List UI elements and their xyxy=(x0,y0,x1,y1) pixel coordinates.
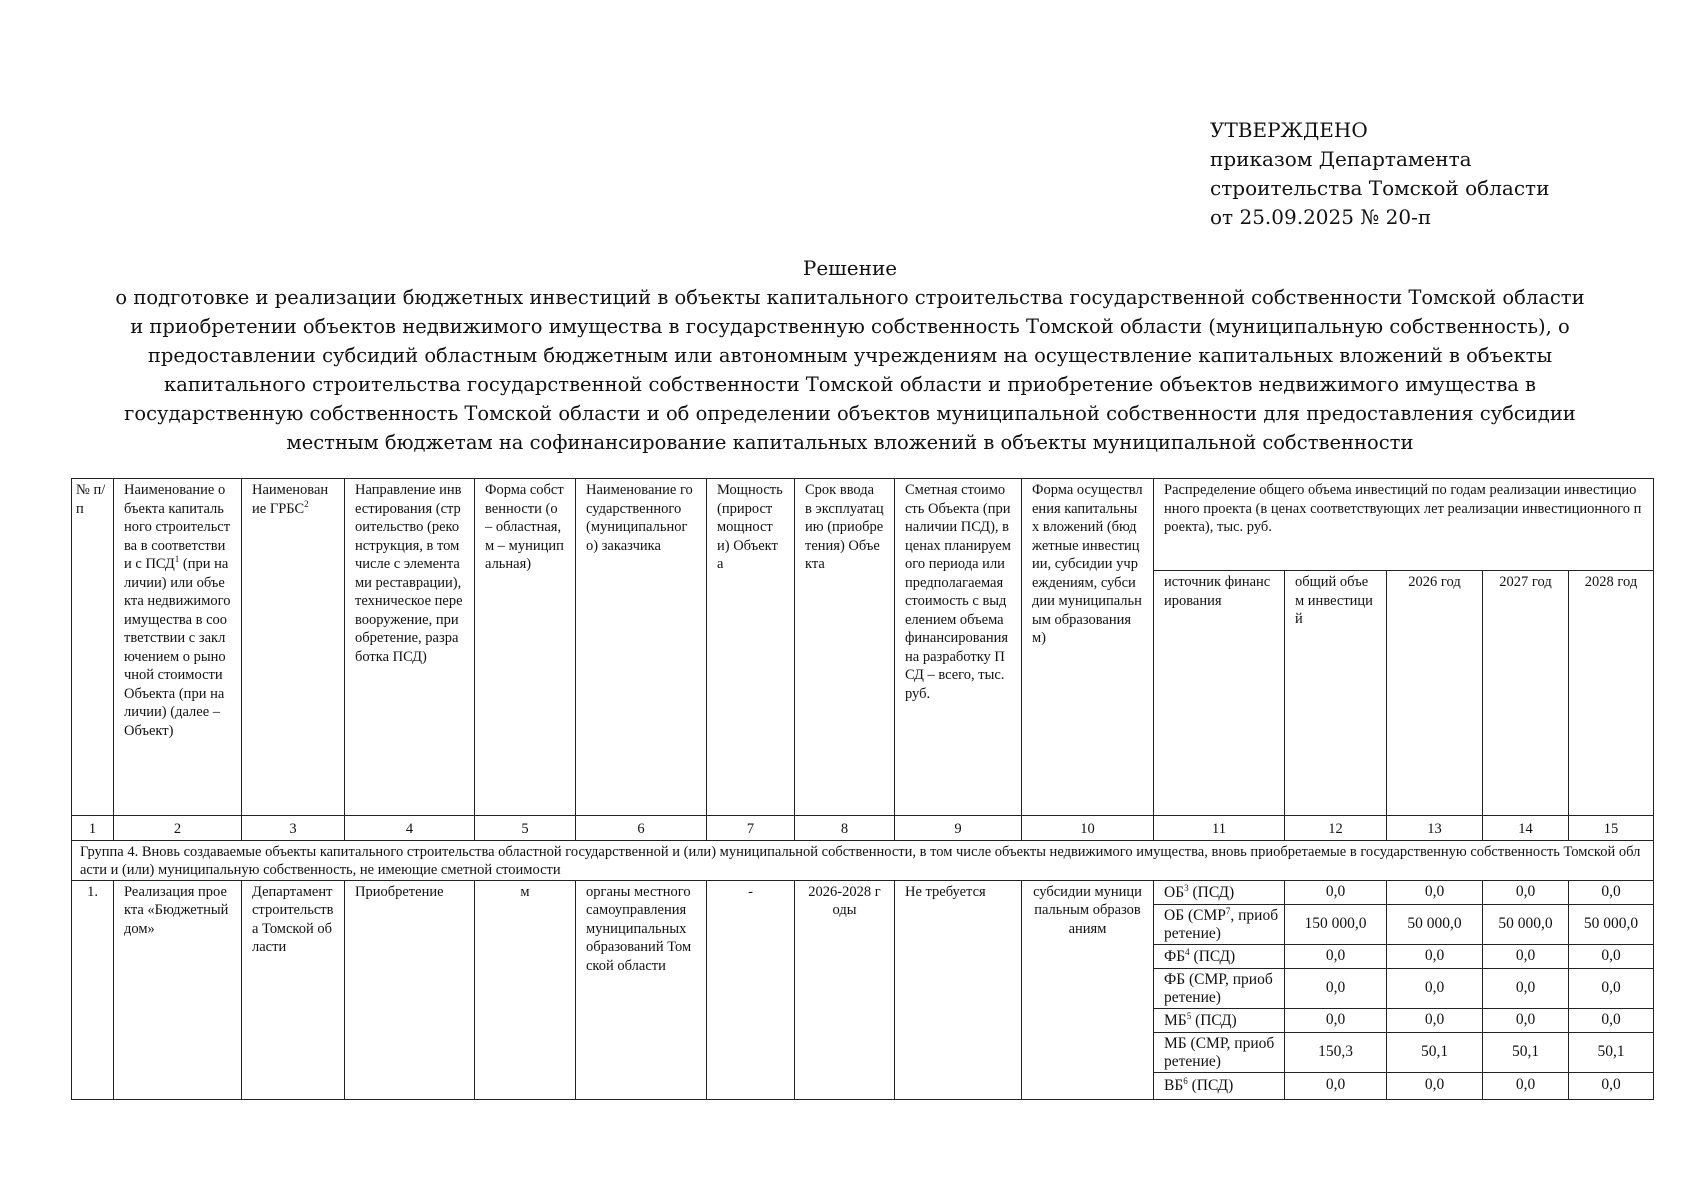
header-source: источник финансирования xyxy=(1154,571,1285,816)
column-number: 2 xyxy=(114,816,242,841)
funding-source: ОБ (СМР$^7$, приобретение) xyxy=(1154,904,1285,944)
column-number: 6 xyxy=(576,816,707,841)
funding-total: 0,0 xyxy=(1285,880,1387,904)
funding-total: 150 000,0 xyxy=(1285,904,1387,944)
heading-line: местным бюджетам на софинансирование капитальных вложений в объекты муниципальной собственности xyxy=(286,431,1414,454)
column-number: 15 xyxy=(1569,816,1654,841)
document-title: Решение xyxy=(802,256,898,280)
header-year-2028: 2028 год xyxy=(1569,571,1654,816)
object-form: субсидии муниципальным образованиям xyxy=(1022,880,1154,1099)
approval-line: строительства Томской области xyxy=(1210,176,1550,200)
header-ownership: Форма собственности (о – областная, м – муниципальная) xyxy=(475,479,576,816)
header-customer: Наименование государственного (муниципального) заказчика xyxy=(576,479,707,816)
column-number: 7 xyxy=(707,816,795,841)
funding-2026: 0,0 xyxy=(1387,880,1483,904)
heading-line: предоставлении субсидий областным бюджетным или автономным учреждениям на осуществление капитальных вложений в объекты xyxy=(147,344,1553,367)
funding-2026: 0,0 xyxy=(1387,1008,1483,1032)
funding-total: 0,0 xyxy=(1285,1072,1387,1099)
column-number: 1 xyxy=(72,816,114,841)
object-estimate: Не требуется xyxy=(895,880,1022,1099)
funding-2026: 50 000,0 xyxy=(1387,904,1483,944)
funding-2027: 0,0 xyxy=(1483,1072,1569,1099)
funding-total: 0,0 xyxy=(1285,944,1387,968)
column-number: 14 xyxy=(1483,816,1569,841)
header-object-name: Наименование объекта капитального строительства в соответствии с ПСД$^1$ (при наличии) или объекта недвижимого имущества в соответствии с заключением о рыночной стоимости Объекта (при наличии) (далее – Объект) xyxy=(114,479,242,816)
object-capacity: - xyxy=(707,880,795,1099)
column-number: 10 xyxy=(1022,816,1154,841)
column-number: 12 xyxy=(1285,816,1387,841)
approval-stamp xyxy=(1210,116,1549,232)
table-row xyxy=(72,880,1654,904)
funding-total: 150,3 xyxy=(1285,1032,1387,1072)
approval-date: от 25.09.2025 № 20-п xyxy=(1210,205,1432,229)
header-year-2027: 2027 год xyxy=(1483,571,1569,816)
object-direction: Приобретение xyxy=(345,880,475,1099)
header-term: Срок ввода в эксплуатацию (приобретения) Объекта xyxy=(795,479,895,816)
column-number: 13 xyxy=(1387,816,1483,841)
funding-total: 0,0 xyxy=(1285,1008,1387,1032)
funding-2028: 50,1 xyxy=(1569,1032,1654,1072)
funding-2026: 0,0 xyxy=(1387,944,1483,968)
header-estimate: Сметная стоимость Объекта (при наличии ПСД), в ценах планируемого периода или предполагаемая стоимость с выделением объема финансирования на разработку ПСД – всего, тыс. руб. xyxy=(895,479,1022,816)
funding-source: $ФБ^4$ (ПСД) xyxy=(1154,944,1285,968)
heading-line: о подготовке и реализации бюджетных инвестиций в объекты капитального строительства государственной собственности Томской области xyxy=(115,286,1585,309)
funding-2028: 50 000,0 xyxy=(1569,904,1654,944)
investment-table xyxy=(71,478,1654,1100)
funding-source: $ОБ^3$ (ПСД) xyxy=(1154,880,1285,904)
funding-2026: 50,1 xyxy=(1387,1032,1483,1072)
heading-line: и приобретении объектов недвижимого имущества в государственную собственность Томской области (муниципальную собственность), о xyxy=(130,315,1570,338)
column-number: 5 xyxy=(475,816,576,841)
object-term: 2026-2028 годы xyxy=(795,880,895,1099)
funding-2028: 0,0 xyxy=(1569,880,1654,904)
header-grbs: Наименование ГРБС$^2$ xyxy=(242,479,345,816)
object-number: 1. xyxy=(72,880,114,1099)
funding-2028: 0,0 xyxy=(1569,944,1654,968)
approval-title: УТВЕРЖДЕНО xyxy=(1210,118,1368,142)
object-name: Реализация проекта «Бюджетный дом» xyxy=(114,880,242,1099)
funding-source: $МБ^5$ (ПСД) xyxy=(1154,1008,1285,1032)
header-form: Форма осуществления капитальных вложений (бюджетные инвестиции, субсидии учреждениям, субсидии муниципальным образованиям) xyxy=(1022,479,1154,816)
heading-line: капитального строительства государственной собственности Томской области и приобретение объектов недвижимого имущества в xyxy=(164,373,1536,396)
header-distribution: Распределение общего объема инвестиций по годам реализации инвестиционного проекта (в ценах соответствующих лет реализации инвестиционного проекта), тыс. руб. xyxy=(1154,479,1654,571)
column-number: 8 xyxy=(795,816,895,841)
header-capacity: Мощность (прирост мощности) Объекта xyxy=(707,479,795,816)
heading-line: государственную собственность Томской области и об определении объектов муниципальной собственности для предоставления субсидии xyxy=(124,402,1576,425)
funding-2027: 0,0 xyxy=(1483,880,1569,904)
approval-line: приказом Департамента xyxy=(1210,147,1472,171)
funding-2028: 0,0 xyxy=(1569,968,1654,1008)
funding-2027: 0,0 xyxy=(1483,1008,1569,1032)
funding-source: ФБ (СМР, приобретение) xyxy=(1154,968,1285,1008)
funding-2027: 0,0 xyxy=(1483,944,1569,968)
column-number: 9 xyxy=(895,816,1022,841)
object-ownership: м xyxy=(475,880,576,1099)
funding-2027: 0,0 xyxy=(1483,968,1569,1008)
header-year-2026: 2026 год xyxy=(1387,571,1483,816)
funding-2026: 0,0 xyxy=(1387,1072,1483,1099)
funding-source: МБ (СМР, приобретение) xyxy=(1154,1032,1285,1072)
funding-2028: 0,0 xyxy=(1569,1072,1654,1099)
column-number: 4 xyxy=(345,816,475,841)
group-title: Группа 4. Вновь создаваемые объекты капитального строительства областной государственной и (или) муниципальной собственности, в том числе объекты недвижимого имущества, вновь приобретаемые в государственную собственность Томской области и (или) муниципальную собственность, не имеющие сметной стоимости xyxy=(72,840,1654,880)
column-number: 3 xyxy=(242,816,345,841)
header-direction: Направление инвестирования (строительство (реконструкция, в том числе с элементами реставрации), техническое перевооружение, приобретение, разработка ПСД) xyxy=(345,479,475,816)
funding-2028: 0,0 xyxy=(1569,1008,1654,1032)
header-total: общий объем инвестиций xyxy=(1285,571,1387,816)
funding-total: 0,0 xyxy=(1285,968,1387,1008)
document-heading xyxy=(60,254,1640,457)
header-number: № п/п xyxy=(72,479,114,816)
funding-2027: 50,1 xyxy=(1483,1032,1569,1072)
object-grbs: Департамент строительства Томской области xyxy=(242,880,345,1099)
funding-source: $ВБ^6$ (ПСД) xyxy=(1154,1072,1285,1099)
column-number: 11 xyxy=(1154,816,1285,841)
funding-2027: 50 000,0 xyxy=(1483,904,1569,944)
funding-2026: 0,0 xyxy=(1387,968,1483,1008)
object-customer: органы местного самоуправления муниципальных образований Томской области xyxy=(576,880,707,1099)
